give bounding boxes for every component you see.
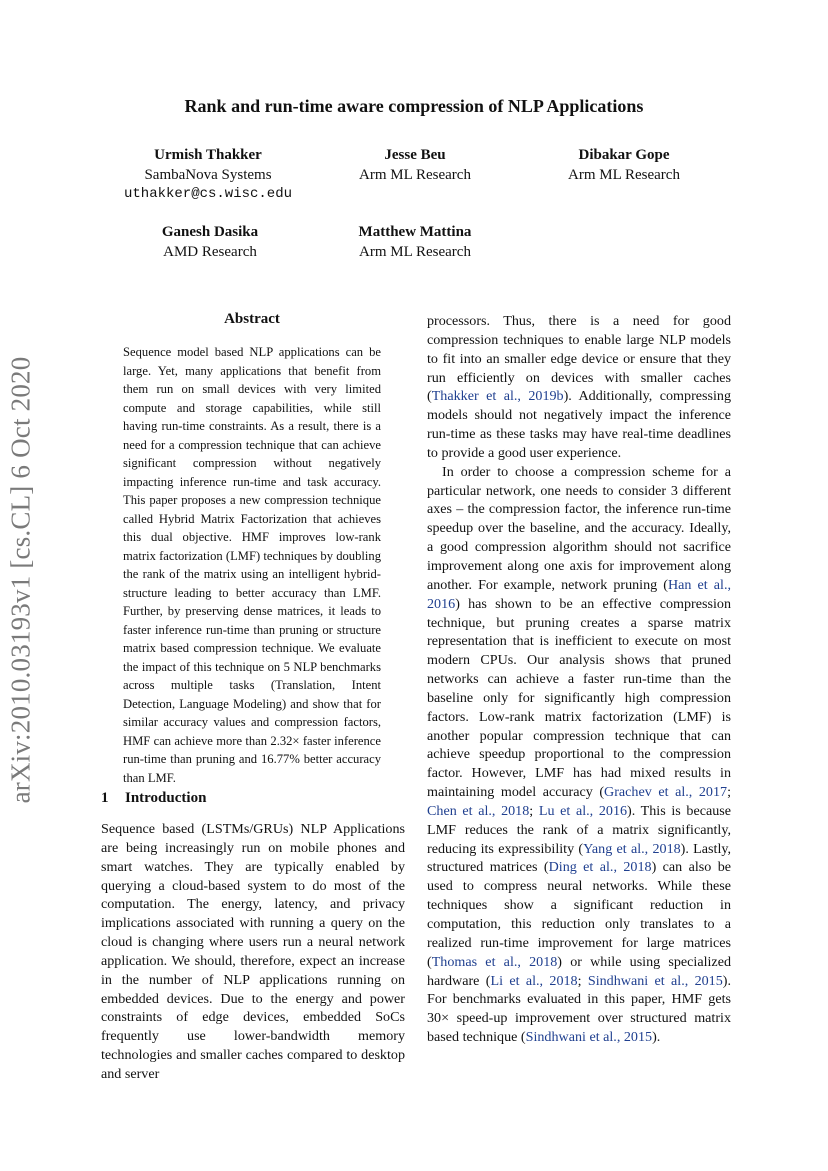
citation-link[interactable]: Yang et al., 2018	[583, 840, 681, 857]
paragraph-text: ) or while using specialized hardware (	[427, 953, 731, 989]
paragraph-text: ;	[727, 784, 731, 801]
paragraph-text: ) has shown to be an effective compression technique, but pruning creates a sparse matrix representation that is inefficient to execute on most modern CPUs. Our analysis shows that pruned networks can achieve a faster run-time than the baseline only for significantly high compression factors. Low-rank matrix factorization (LMF) is another popular compression technique that can achieve speedup proportional to the compression factor. However, LMF has had mixed results in maintaining model accuracy (	[427, 595, 731, 801]
section-title: Introduction	[125, 790, 207, 806]
citation-link[interactable]: Sindhwani et al., 2015	[525, 1029, 653, 1046]
paper-title: Rank and run-time aware compression of NLP Applications	[184, 96, 644, 116]
paragraph-text: ). Additionally, compressing models should not negatively impact the inference run-time as these tasks may have real-time deadlines to provide a good user experience.	[427, 388, 731, 461]
abstract-heading: Abstract	[224, 311, 280, 327]
author-affiliation: Arm ML Research	[359, 243, 471, 260]
citation-link[interactable]: Chen et al., 2018	[427, 802, 530, 819]
arxiv-identifier: arXiv:2010.03193v1 [cs.CL] 6 Oct 2020	[5, 356, 36, 804]
author-block-5	[335, 223, 495, 262]
author-name: Jesse Beu	[384, 147, 446, 163]
citation-link[interactable]: Thomas et al., 2018	[431, 953, 558, 970]
author-block-2	[335, 146, 495, 185]
paragraph-text: ). This is because LMF reduces the rank of a matrix significantly, reducing its expressibility (	[427, 802, 732, 857]
intro-paragraph-1: Sequence based (LSTMs/GRUs) NLP Applications are being increasingly run on mobile phones and smart watches. They are typically enabled by querying a cloud-based system to do most of the computation. The energy, latency, and privacy implications associated with running a query on the cloud is changing where users run a neural network application. We should, therefore, expect an increase in the number of NLP applications running on embedded devices. Due to the energy and power constraints of edge devices, embedded SoCs frequently use lower-bandwidth memory technologies and smaller caches compared to desktop and server	[101, 821, 405, 1082]
paragraph-text: ;	[577, 972, 588, 989]
citation-link[interactable]: Sindhwani et al., 2015	[587, 972, 723, 989]
paragraph-text: ). For benchmarks evaluated in this paper, HMF gets 30× speed-up improvement over structured matrix based technique (	[427, 972, 731, 1046]
author-name: Matthew Mattina	[358, 224, 472, 240]
citation-link[interactable]: Han et al., 2016	[427, 576, 731, 612]
left-column	[101, 820, 405, 1084]
citation-link[interactable]: Li et al., 2018	[490, 972, 578, 989]
intro-paragraph-2	[427, 463, 731, 1047]
author-affiliation: Arm ML Research	[359, 166, 471, 183]
citation-link[interactable]: Lu et al., 2016	[538, 802, 628, 819]
intro-paragraph-continued	[427, 312, 731, 463]
paragraph-text: ).	[652, 1029, 661, 1046]
author-name: Dibakar Gope	[578, 147, 670, 163]
paragraph-text: ;	[529, 802, 539, 819]
section-heading-introduction	[101, 790, 206, 807]
author-name: Ganesh Dasika	[161, 224, 259, 240]
author-name: Urmish Thakker	[154, 147, 262, 163]
citation-link[interactable]: Ding et al., 2018	[548, 859, 652, 876]
author-affiliation: SambaNova Systems	[144, 166, 272, 183]
paragraph-text: In order to choose a compression scheme for a particular network, one needs to consider 3 different axes – the compression factor, the inference run-time speedup over the baseline, and the accuracy. Ideally, a good compression algorithm should not sacrifice improvement along one axis for improvement along another. For example, network pruning (	[427, 463, 731, 593]
author-affiliation: Arm ML Research	[568, 166, 680, 183]
author-email[interactable]: uthakker@cs.wisc.edu	[123, 186, 293, 202]
section-number: 1	[101, 790, 109, 806]
paragraph-text: processors. Thus, there is a need for good compression techniques to enable large NLP models to fit into an smaller edge device or ensure that they run efficiently on devices with smaller caches (	[427, 313, 731, 405]
paragraph-text: ) can also be used to compress neural networks. While these techniques show a significant reduction in computation, this reduction only translates to a realized run-time improvement for large matrices (	[427, 859, 732, 970]
citation-link[interactable]: Thakker et al., 2019b	[431, 388, 564, 405]
paragraph-text: ). Lastly, structured matrices (	[427, 840, 732, 876]
author-affiliation: AMD Research	[163, 243, 257, 260]
abstract-text: Sequence model based NLP applications can be large. Yet, many applications that benefit from them run on small devices with very limited compute and storage capabilities, while still having run-time constraints. As a result, there is a need for a compression technique that can achieve significant compression without negatively impacting inference run-time and task accuracy. This paper proposes a new compression technique called Hybrid Matrix Factorization that achieves this dual objective. HMF improves low-rank matrix factorization (LMF) techniques by doubling the rank of the matrix using an intelligent hybrid-structure leading to better accuracy than LMF. Further, by preserving dense matrices, it leads to faster inference run-time than pruning or structure matrix based compression technique. We evaluate the impact of this technique on 5 NLP benchmarks across multiple tasks (Translation, Intent Detection, Language Modeling) and show that for similar accuracy values and compression factors, HMF can achieve more than 2.32× faster inference run-time than pruning and 16.77% better accuracy than LMF.	[123, 345, 381, 785]
citation-link[interactable]: Grachev et al., 2017	[604, 784, 728, 801]
author-block-1	[108, 146, 308, 205]
author-block-3	[544, 146, 704, 185]
author-block-4	[130, 223, 290, 262]
right-column	[427, 312, 731, 1047]
